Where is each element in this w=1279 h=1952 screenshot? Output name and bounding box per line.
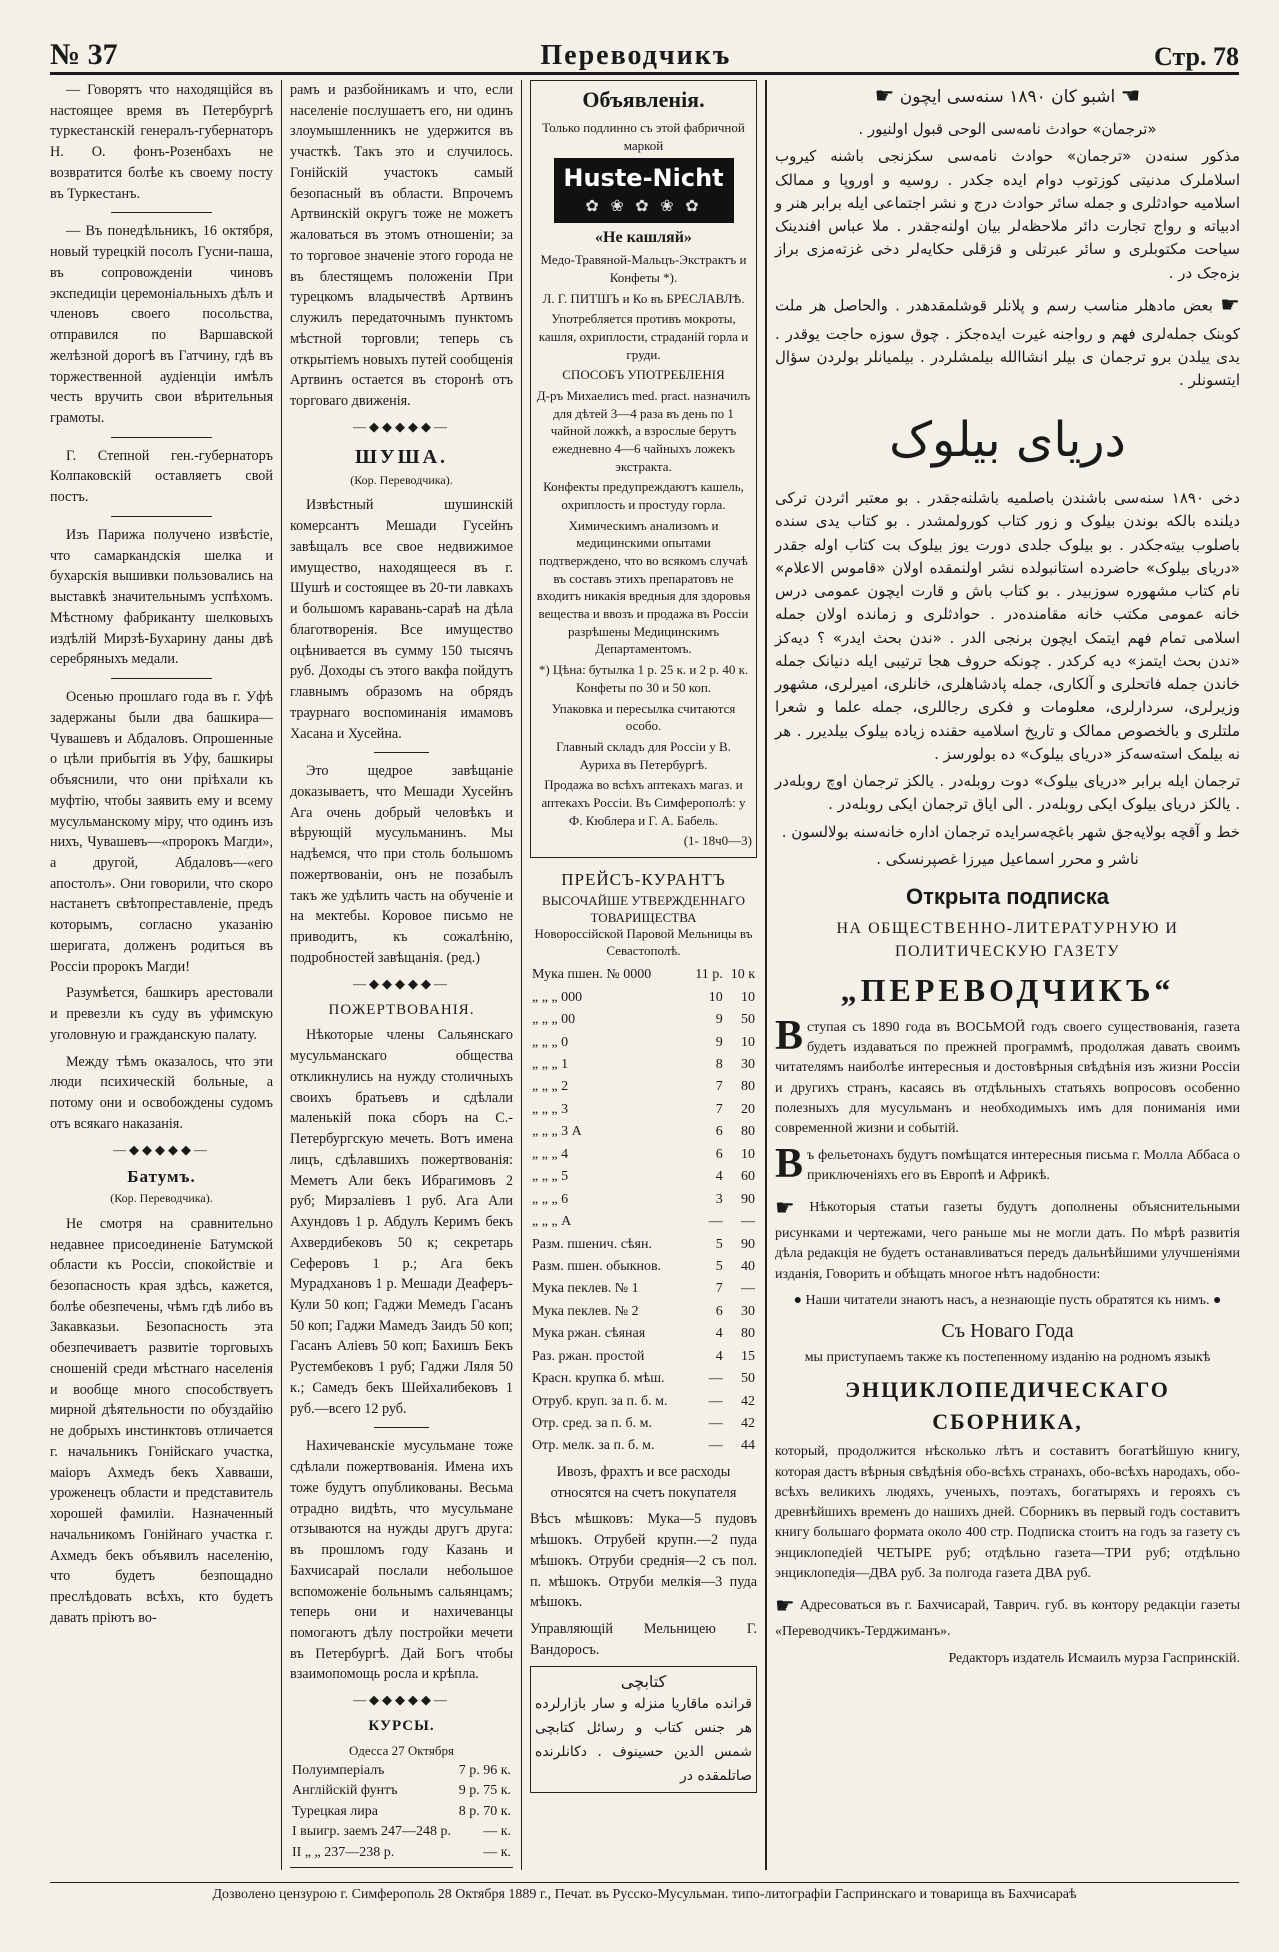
news-item: — Говорятъ что находящійся въ настоящее время въ Петербургѣ туркестанскій генералъ-губернаторъ Н. О. фонъ-Розенбахъ не возвратится болѣе къ своему посту въ Туркестанъ. bbox=[50, 82, 273, 202]
subscription-editor: Редакторъ издатель Исмаилъ мурза Гаспринскій. bbox=[948, 1650, 1240, 1666]
ad-text: Д-ръ Михаелисъ med. pract. назначилъ для дѣтей 3—4 раза въ день по 1 чайной ложкѣ, а взрослые берутъ ежедневно 4—6 чайныхъ ложекъ экстракта. bbox=[536, 388, 751, 474]
subscription-text bbox=[775, 1140, 1240, 1187]
ornament-divider: —◆◆◆◆◆— bbox=[353, 1692, 450, 1708]
table-row bbox=[530, 1076, 757, 1098]
rate-value: — к. bbox=[483, 1824, 511, 1840]
price-kop: 30 bbox=[741, 1057, 755, 1072]
article-text: Нахичеванскіе мусульмане тоже сдѣлали пожертвованія. Имена ихъ тоже будутъ опубликованы. Весьма отрадно видѣть, что мусульмане отзываются на нужды другъ друга: въ прошломъ году Казань и Бахчисарай послали небольшое вспоможеніе больнымъ сальянцамъ; теперь они и нахичеванцы помогаютъ дѣлу постройки мечети въ Петербургѣ. Дай Богъ чтобы взаимопомощь росла и крѣпла. bbox=[290, 1438, 513, 1683]
price-name: „ „ „ 6 bbox=[532, 1191, 569, 1207]
section-title-shusha: ШУША. bbox=[354, 445, 449, 468]
price-rub: 4 bbox=[715, 1348, 723, 1364]
table-row bbox=[530, 1211, 757, 1233]
subscription-heading: Открыта подписка bbox=[906, 884, 1109, 910]
price-rub: — bbox=[708, 1416, 723, 1431]
price-rub: 3 bbox=[715, 1191, 723, 1207]
table-row bbox=[290, 1843, 513, 1863]
ad-method-title: СПОСОБЪ УПОТРЕБЛЕНІЯ bbox=[562, 367, 725, 383]
price-kop: 20 bbox=[741, 1101, 755, 1117]
subscription-text bbox=[775, 1012, 1240, 1140]
table-row bbox=[530, 1256, 757, 1278]
price-kop: 90 bbox=[741, 1236, 755, 1252]
price-kop: 50 bbox=[741, 1371, 755, 1387]
table-row bbox=[530, 1166, 757, 1188]
price-rub: — bbox=[708, 1438, 723, 1454]
news-item: Изъ Парижа получено извѣстіе, что самаркандскія шелка и бухарскія вышивки пользовались на выставкѣ значительнымъ успѣхомъ. Мѣстному фабриканту шелковыхъ издѣлій Мирзѣ-Бухарину даны двѣ серебряныхъ медали. bbox=[50, 526, 273, 668]
price-rub: 11 р. bbox=[695, 967, 723, 983]
rate-value: — к. bbox=[483, 1844, 511, 1860]
ottoman-text: مذکور سنه‌دن «ترجمان» حوادث نامه‌سی سکزنجی باشنه کیروب اسلاملرک مدنیتی کوزتوب دوام ایده جکدر . روسیه و اوروپا و ممالک اسلامیه حوادثلری و جمله سائر حوادث درج و نشر اجتماعی ایله برابر هنر و ادبیاته و رواج تجارت دائر ملاحظه‌لر بیان اولنه‌جقدر . ملا عباس افندینک سیاحت مکتوبلری و سائر عبرتلی و قزقلی حکایه‌لر دخی غزته‌مزی براز بزه‌جک در . bbox=[775, 147, 1240, 282]
table-row bbox=[530, 987, 757, 1009]
price-list-title: ПРЕЙСЪ-КУРАНТЪ bbox=[561, 869, 726, 889]
ad-intro: Только подлинно съ этой фабричной маркой bbox=[542, 119, 745, 153]
encyclopedia-heading: ЭНЦИКЛОПЕДИЧЕСКАГО СБОРНИКА, bbox=[845, 1377, 1170, 1435]
divider bbox=[111, 212, 211, 213]
price-name: Отр. сред. за п. б. м. bbox=[532, 1416, 652, 1431]
ottoman-section bbox=[775, 80, 1240, 871]
price-name: „ „ „ 2 bbox=[532, 1079, 569, 1095]
section-title-batum: Батумъ. bbox=[127, 1167, 196, 1187]
news-item: Между тѣмъ оказалось, что эти люди психическій больные, а потому они и освобождены судомъ отъ всякаго наказанія. bbox=[50, 1053, 273, 1132]
bookshop-title: کتابچی bbox=[620, 1672, 667, 1692]
price-name: „ „ „ 3 bbox=[532, 1101, 569, 1117]
table-row bbox=[290, 1802, 513, 1822]
divider bbox=[374, 752, 430, 753]
section-title-rates: КУРСЫ. bbox=[368, 1718, 435, 1735]
ornament-divider: —◆◆◆◆◆— bbox=[353, 418, 450, 434]
table-row bbox=[530, 1121, 757, 1143]
rate-value: 9 р. 75 к. bbox=[458, 1783, 511, 1799]
price-kop: 15 bbox=[741, 1348, 755, 1364]
subscription-new-year: Съ Новаго Года bbox=[941, 1320, 1074, 1343]
price-rub: 9 bbox=[715, 1012, 723, 1028]
section-subtitle: (Кор. Переводчика). bbox=[110, 1191, 213, 1206]
price-rub: 6 bbox=[715, 1303, 723, 1319]
column-2 bbox=[282, 80, 522, 1870]
table-row bbox=[530, 1346, 757, 1368]
table-row bbox=[290, 1761, 513, 1781]
table-row bbox=[530, 1413, 757, 1435]
price-rub: 8 bbox=[715, 1057, 723, 1072]
section-subtitle: (Кор. Переводчика). bbox=[350, 472, 453, 487]
table-row bbox=[290, 1781, 513, 1801]
drop-cap: В bbox=[775, 1140, 804, 1187]
ottoman-title: دریای بیلوک bbox=[889, 411, 1126, 468]
ottoman-header-text: اشبو کان ۱۸۹۰ سنه‌سی ایچون bbox=[899, 87, 1116, 108]
price-kop: 80 bbox=[741, 1326, 755, 1342]
ad-text: Конфекты предупреждаютъ кашель, охриплость и простуду горла. bbox=[543, 479, 744, 513]
pointing-hand-icon: ☛ bbox=[775, 1195, 795, 1221]
price-note: Ивозъ, фрахтъ и все расходы относятся на счетъ покупателя bbox=[550, 1463, 737, 1501]
price-kop: 80 bbox=[741, 1079, 755, 1095]
table-row bbox=[530, 1234, 757, 1256]
ads-title: Объявленія. bbox=[582, 87, 705, 112]
rates-date: Одесса 27 Октября bbox=[348, 1743, 454, 1759]
issue-number: № 37 bbox=[50, 38, 118, 71]
table-row bbox=[530, 1368, 757, 1390]
columns bbox=[50, 80, 1240, 1870]
subscription-text-body: Наши читатели знаютъ насъ, а незнающіе пусть обратятся къ нимъ. bbox=[805, 1292, 1210, 1308]
price-rub: 6 bbox=[715, 1146, 723, 1162]
table-row bbox=[530, 1391, 757, 1413]
table-row bbox=[290, 1822, 513, 1842]
price-kop: 50 bbox=[741, 1012, 755, 1028]
subscription-text-body: ъ фельетонахъ будутъ помѣщатся интересныя письма г. Молла Аббаса о приключеніяхъ его въ Европѣ и Африкѣ. bbox=[807, 1147, 1240, 1183]
news-item: — Въ понедѣльникъ, 16 октября, новый турецкій посолъ Гусни-паша, въ сопровожденіи чиновъ экспедиціи церемоніальныхъ дѣлъ и членовъ своего посольства, отправился по Варшавской желѣзной дорогѣ въ Гатчину, гдѣ въ торжественной аудіенціи имѣлъ честь вручить свои вѣрительныя грамоты. bbox=[50, 223, 273, 427]
censorship-footer: Дозволено цензурою г. Симферополь 28 Октября 1889 г., Печат. въ Русско-Мусульман. типо-литографіи Гаспринскаго и товарища въ Бахчисараѣ bbox=[50, 1882, 1239, 1903]
ad-maker: Л. Г. ПИТШЪ и Ко въ БРЕСЛАВЛѢ. bbox=[542, 290, 745, 306]
brand-logo bbox=[554, 158, 734, 222]
table-row bbox=[530, 964, 757, 986]
news-item: Г. Степной ген.-губернаторъ Колпаковскій оставляетъ свой постъ. bbox=[50, 447, 273, 506]
column-3 bbox=[522, 80, 767, 1870]
price-name: Разм. пшенич. сѣян. bbox=[532, 1236, 652, 1252]
divider bbox=[111, 516, 211, 517]
price-rub: 4 bbox=[715, 1169, 723, 1185]
divider bbox=[374, 1427, 430, 1428]
price-rub: 7 bbox=[715, 1101, 723, 1117]
article-text: Не смотря на сравнительно недавнее присоединеніе Батумской области къ Россіи, спокойствіе и безопасность края здѣсь, кажется, болѣе обезпечены, чѣмъ гдѣ либо въ Закавказьи. Безопасность эта обезпечиваетъ развитіе торговыхъ сношеній среди мѣстнаго населенія и вообще много способствуетъ мирной дѣятельности по обуздайію не добрыхъ инстинктовъ отличается г. начальникъ Гонійскаго участка, маіоръ Ахмедъ бекъ Хавваши, уроженецъ области и представитель хорошей фамиліи. Назначенный начальникомъ Гонійнаго участка г. Ахмедъ бекъ объявилъ населенію, что будетъ безпощадно преслѣдовать всѣхъ, кто будетъ давать пріютъ во- bbox=[50, 1215, 273, 1626]
ottoman-text-body: بعض مادهلر مناسب رسم و پلانلر قوشلمقدهدر . والحاصل هر ملت کوبنک جمله‌لری فهم و رواجنه غیرت ایده‌جکز . چوق سوزه حاجت یوقدر . یدی ییلدن برو ترجمان ی بیلر انشاالله بیلمشلردر . بیلمیانلر بولردن سؤال ایتسونلر . bbox=[775, 296, 1240, 390]
rate-name: Полуимперіалъ bbox=[292, 1763, 385, 1779]
ad-text: Продажа во всѣхъ аптекахъ магаз. и аптекахъ Россіи. Въ Симферополѣ: у Ф. Кюблера и Г. А. Бабель. bbox=[541, 777, 746, 828]
pointing-hand-icon: ☚ bbox=[1120, 84, 1141, 109]
subscription-text bbox=[775, 1590, 1240, 1642]
price-kop: 42 bbox=[741, 1393, 755, 1409]
price-note: Вѣсъ мѣшковъ: Мука—5 пудовъ мѣшокъ. Отрубей крупн.—2 пуда мѣшокъ. Отруби среднія—2 съ пол. п. мѣшокъ. Отруби мелкія—3 пуда мѣшокъ. bbox=[530, 1511, 757, 1611]
article-text: Это щедрое завѣщаніе доказываетъ, что Мешади Хусейнъ Ага очень добрый человѣкъ и вѣрующій мусульманинъ. Мы надѣемся, что при столь большомъ пожертвованіи, онъ не позабылъ такъ же удѣлить часть на обученіе и на мектебы. Коровое письмо не приводитъ, къ сожалѣнію, подробностей завѣщанія. (ред.) bbox=[290, 763, 513, 966]
ornament-divider: —◆◆◆◆◆— bbox=[113, 1141, 210, 1157]
subscription-text: ● Наши читатели знаютъ насъ, а незнающіе пусть обратятся къ нимъ. ● bbox=[793, 1292, 1222, 1308]
price-kop: — bbox=[741, 1281, 755, 1297]
news-item: Осенью прошлаго года въ г. Уфѣ задержаны были два башкира—Чувашевъ и Абдаловъ. Опрошенные о цѣли прибытія въ Уфу, башкиры объяснили, что они пріѣхали къ муфтію, чтобы заявить ему и всему мусульманскому міру, что одинъ изъ нихъ, Чувашевъ—«пророкъ Магди», а другой, Абдаловъ—«его апостолъ». Они говорили, что скоро настанетъ свѣтопреставленіе, предъ которымъ, согласно указанію шеригата, долженъ родиться въ Россіи пророкъ Магди! bbox=[50, 689, 273, 975]
drop-cap: В bbox=[775, 1012, 804, 1059]
table-row bbox=[530, 1054, 757, 1076]
price-kop: 44 bbox=[741, 1438, 755, 1454]
table-row bbox=[530, 1189, 757, 1211]
divider bbox=[111, 437, 211, 438]
column-1 bbox=[50, 80, 282, 1870]
pointing-hand-icon: ☛ bbox=[874, 84, 895, 109]
table-row bbox=[530, 1032, 757, 1054]
ad-text: Химическимъ анализомъ и медицинскими опытами подтверждено, что во всякомъ случаѣ въ составъ этихъ препаратовъ не входитъ никакія вредныя для здоровья вещества и ввозъ и продажа въ Россіи разрѣшены Медицинскимъ Департаментомъ. bbox=[536, 517, 751, 657]
rate-name: II „ „ 237—238 р. bbox=[292, 1844, 395, 1860]
rates-table bbox=[290, 1761, 513, 1863]
column-4 bbox=[767, 80, 1240, 1870]
price-name: Раз. ржан. простой bbox=[532, 1348, 645, 1364]
price-name: „ „ „ 1 bbox=[532, 1057, 569, 1072]
price-kop: 10 bbox=[741, 1146, 755, 1162]
subscription-text: который, продолжится нѣсколько лѣтъ и составитъ богатѣйшую книгу, которая дастъ вѣрныя свѣдѣнія обо-всѣхъ странахъ, обо-всѣхъ народахъ, обо-всѣхъ великихъ людяхъ, ученыхъ, поэтахъ, богатыряхъ и герояхъ съ древнѣйшихъ временъ до нашихъ дней. Сборникъ въ первый годъ составитъ книгу большаго формата около 400 стр. Подписка стоитъ на годъ за газету съ энциклопедіей ЧЕТЫРЕ руб; отдѣльно газета—ТРИ руб; отдѣльно энциклопедія—ДВА руб. За полгода газета ДВА руб. bbox=[775, 1444, 1240, 1582]
price-name: „ „ „ 5 bbox=[532, 1169, 569, 1185]
newspaper-title: Переводчикъ bbox=[540, 40, 732, 71]
price-name: „ „ „ 000 bbox=[532, 989, 583, 1005]
price-kop: 10 к bbox=[730, 967, 755, 983]
price-rub: 9 bbox=[715, 1034, 723, 1050]
ad-text: Упаковка и пересылка считаются особо. bbox=[551, 700, 736, 734]
pointing-hand-icon: ☛ bbox=[775, 1593, 795, 1619]
price-name: Мука пшен. № 0000 bbox=[532, 967, 652, 983]
flowers-icon: ✿ ❀ ✿ ❀ ✿ bbox=[585, 195, 702, 215]
price-name: Красн. крупка б. мѣш. bbox=[532, 1371, 665, 1387]
rate-name: Турецкая лира bbox=[292, 1803, 378, 1819]
ad-code: (1- 18ч0—3) bbox=[683, 833, 752, 849]
divider bbox=[111, 678, 211, 679]
price-list-subtitle-2: Новороссійской Паровой Мельницы въ Севастополѣ. bbox=[534, 926, 753, 959]
ottoman-header bbox=[775, 80, 1240, 114]
ad-description: Медо-Травяной-Мальцъ-Экстрактъ и Конфеты *). bbox=[540, 252, 747, 286]
rate-value: 7 р. 96 к. bbox=[458, 1763, 511, 1779]
subscription-notice bbox=[775, 881, 1240, 1669]
bookshop-text: قرانده ماقاریا منزله و سار بازارلرده هر جنس کتاب و رسائل کتابچی شمس الدین حسینوف . دکانلرنده صاتلمقده در bbox=[535, 1696, 752, 1784]
rate-value: 8 р. 70 к. bbox=[458, 1803, 511, 1819]
price-kop: 90 bbox=[741, 1191, 755, 1207]
brand-name: «Не кашляй» bbox=[595, 228, 692, 246]
editor-label bbox=[290, 1867, 513, 1870]
subscription-text-body: ступая съ 1890 года въ ВОСЬМОЙ годъ своего существованія, газета будетъ издаваться по прежней программѣ, продолжая давать своимъ читателямъ наиболѣе интересныя и достовѣрныя свѣдѣнія изъ жизни Россіи и другихъ странъ, касаясь въ отдѣльныхъ статьяхъ вопросовъ особенно полезныхъ для мусульманъ и необходимыхъ имъ для пониманія ими современной жизни и событій. bbox=[775, 1019, 1240, 1137]
price-kop: 80 bbox=[741, 1124, 755, 1140]
price-name: „ „ „ А bbox=[532, 1214, 572, 1230]
price-rub: — bbox=[708, 1371, 723, 1387]
price-name: „ „ „ 4 bbox=[532, 1146, 569, 1162]
rate-name: Англійскій фунтъ bbox=[292, 1783, 398, 1799]
price-note: Управляющій Мельницею Г. Вандоросъ. bbox=[530, 1621, 757, 1658]
price-name: „ „ „ 00 bbox=[532, 1012, 576, 1028]
ad-text: Главный складъ для Россіи у В. Ауриха въ Петербургѣ. bbox=[556, 738, 731, 772]
price-kop: 40 bbox=[741, 1258, 755, 1274]
article-text: Извѣстный шушинскій комерсантъ Мешади Гусейнъ завѣщалъ все свое недвижимое имущество, находящееся въ г. Шушѣ и состоящее въ 20-ти лавкахъ и большомъ каравань-сараѣ на дѣла благотворенія. Все имущество оцѣнивается въ сумму 150 тысячъ руб. Доходы съ этого вакфа пойдутъ главнымъ образомъ на обрядъ траурнаго воспоминанія имамовъ Хасана и Хусейна. bbox=[290, 497, 513, 742]
price-name: Отр. мелк. за п. б. м. bbox=[532, 1438, 655, 1454]
page-number: Стр. 78 bbox=[1154, 42, 1239, 71]
price-rub: 5 bbox=[715, 1258, 723, 1274]
price-kop: 30 bbox=[741, 1303, 755, 1319]
pointing-hand-icon: ☛ bbox=[1220, 292, 1240, 318]
table-row bbox=[530, 1435, 757, 1457]
ottoman-signature: ناشر و محرر اسماعیل میرزا غصپرنسکی . bbox=[876, 849, 1139, 868]
price-kop: — bbox=[741, 1214, 755, 1230]
article-text: рамъ и разбойникамъ и что, если населеніе послушаетъ его, ни одинъ злоумышленникъ не удержится въ участкѣ. Такъ это и случилось. Гонійскій участокъ самый безопасный въ области. Впрочемъ Артвинскій округъ тоже не можетъ жаловаться въ этомъ отношеніи; за то торговое значеніе этого города не въ блестящемъ положеніи При турецкомъ владычествѣ Артвинъ служилъ передаточнымъ пунктомъ мѣстной торговли; теперь съ открытіемъ новыхъ путей сообщенія Артвинъ остается въ сторонѣ отъ торговаго движенія. bbox=[290, 82, 513, 410]
price-rub: 7 bbox=[715, 1281, 723, 1297]
bookshop-box bbox=[530, 1666, 757, 1793]
brand-logo-text: Huste-Nicht bbox=[563, 164, 724, 193]
ottoman-text: دخی ۱۸۹۰ سنه‌سی باشندن باصلمیه باشلنه‌جقدر . بو معتبر اثردن ترکی دیلنده بالکه بوندن بیلوک و زور کتاب کورولمشدر . بو کتاب یدی سنده باصلوب بیته‌جکدر . بو بیلوک جلدی دورت یوز بیلوک بت کتاب اوله جقدر «دریای بیلوک» حاضرده استانبولده نشر اولنمقده اولان «قاموس الاعلام» نام کتاب مشهوره سوزبیدر . بو کتاب باش و قارت ایچون عمومی درس خانه عمومی مکتب خانه مقامنده‌در . حوادثلری و زمانده اولان جمله اسلامی تمام فهم ایتمک ایچون برنجی الدر . «ندن بحث ایدر» ؟ دیه‌کز «ندن بحث ایتمز» دیه کرکدر . چونکه حروف هجا ترتیبی ایله دنیانک جمله خاندن جمله فاتحلری و آلکاری، جمله پادشاهلری، خانلری، امیرلری، مشهور وزیرلری، سردارلری، معلومات و فکری رجاللری، جمله علما و شعرا ملتلری و بالخصوص ممالک و تاریخ اسلامیه حقنده زیاده بیلوک بیلدیرر . هر نه بیلمک استه‌سه‌کز «دریای بیلوک» ده بولورسز . bbox=[775, 489, 1240, 763]
price-rub: 7 bbox=[715, 1079, 723, 1095]
price-name: Мука ржан. сѣяная bbox=[532, 1326, 646, 1342]
price-kop: 10 bbox=[741, 1034, 755, 1050]
price-kop: 60 bbox=[741, 1169, 755, 1185]
price-kop: 42 bbox=[741, 1416, 755, 1431]
subscription-subheading: НА ОБЩЕСТВЕННО-ЛИТЕРАТУРНУЮ И ПОЛИТИЧЕСКУЮ ГАЗЕТУ bbox=[836, 919, 1179, 961]
price-rub: 6 bbox=[715, 1124, 723, 1140]
ottoman-text: خط و آقچه بولایه‌جق شهر باغچه‌سرایده ترجمان اداره خانه‌سنه بولالسون . bbox=[781, 822, 1240, 841]
ottoman-text: «ترجمان» حوادث نامه‌سی الوحی قبول اولنیور . bbox=[858, 120, 1157, 139]
table-row bbox=[530, 1323, 757, 1345]
price-name: „ „ „ 0 bbox=[532, 1034, 569, 1050]
ad-text: Употребляется противъ мокроты, кашля, охриплости, страданій горла и груди. bbox=[538, 311, 749, 362]
subscription-paper-name: „ПЕРЕВОДЧИКЪ“ bbox=[840, 972, 1175, 1009]
price-name: Разм. пшен. обыкнов. bbox=[532, 1258, 662, 1274]
table-row bbox=[530, 1009, 757, 1031]
table-row bbox=[530, 1301, 757, 1323]
table-row bbox=[530, 1144, 757, 1166]
price-name: Мука пеклев. № 1 bbox=[532, 1281, 639, 1297]
price-rub: 5 bbox=[715, 1236, 723, 1252]
price-rub: — bbox=[708, 1214, 723, 1230]
ottoman-text: ترجمان ایله برابر «دریای بیلوک» دوت روبله‌در . یالکز ترجمان اوچ روبله‌در . یالکز دریای بیلوک ایکی روبله‌در . الی ایاق ترجمان ایکی روبله‌در . bbox=[775, 772, 1240, 814]
masthead bbox=[50, 24, 1239, 75]
ad-price: *) Цѣна: бутылка 1 р. 25 к. и 2 р. 40 к. Конфеты по 30 и 50 коп. bbox=[538, 662, 749, 695]
rate-name: I выигр. заемъ 247—248 р. bbox=[292, 1824, 451, 1840]
subscription-text bbox=[775, 1192, 1240, 1285]
news-item: Разумѣется, башкиръ арестовали и превезли къ суду въ уфимскую уголовную и гражданскую палату. bbox=[50, 985, 273, 1043]
section-title-donations: ПОЖЕРТВОВАНІЯ. bbox=[328, 1001, 475, 1018]
subscription-text: мы приступаемъ также къ постепенному изданію на родномъ языкѣ bbox=[804, 1350, 1211, 1366]
price-rub: 10 bbox=[708, 989, 723, 1005]
price-rub: 4 bbox=[715, 1326, 723, 1342]
price-rub: — bbox=[708, 1393, 723, 1409]
advertisement-box bbox=[530, 80, 757, 858]
price-name: „ „ „ 3 А bbox=[532, 1124, 582, 1140]
price-name: Отруб. круп. за п. б. м. bbox=[532, 1393, 668, 1409]
price-list-subtitle: ВЫСОЧАЙШЕ УТВЕРЖДЕННАГО ТОВАРИЩЕСТВА bbox=[541, 892, 745, 925]
ottoman-text bbox=[775, 289, 1240, 393]
price-kop: 10 bbox=[741, 989, 755, 1005]
ornament-divider: —◆◆◆◆◆— bbox=[353, 975, 450, 991]
table-row bbox=[530, 1099, 757, 1121]
table-row bbox=[530, 1278, 757, 1300]
subscription-text-body: Адресоваться въ г. Бахчисарай, Таврич. губ. въ контору редакціи газеты «Переводчикъ-Терджиманъ». bbox=[775, 1598, 1240, 1640]
price-table bbox=[530, 964, 757, 1458]
subscription-text-body: Нѣкоторыя статьи газеты будутъ дополнены объяснительными рисунками и чертежами, чего раньше мы не могли дать. По мѣрѣ развитія дѣла редакція не будетъ останавливаться передъ дальнѣйшими улучшеніями изданія, Говорить и обѣщать многое нѣтъ надобности: bbox=[775, 1200, 1240, 1282]
price-name: Мука пеклев. № 2 bbox=[532, 1303, 639, 1319]
article-text: Нѣкоторые члены Сальянскаго мусульманскаго общества откликнулись на нужду столичныхъ своихъ братьевъ и сдѣлали маленькій пока сборъ на С.-Петербургскую мечеть. Вотъ имена лицъ, сдѣлавшихъ пожертвованія: Меметъ Али бекъ Ибрагимовъ 2 руб; Мирзаліевъ 1 руб. Ага Али Ахундовъ 1 р. Абдулъ Керимъ бекъ Ахвердибековъ 50 к; секретарь Сеферовъ 1 р.; Ага бекъ Мурадхановъ 1 р. Мешади Деаферъ-Кули 50 коп; Гаджи Мемедъ Гасанъ 50 коп; Гаджи Мамедъ Заидъ 50 коп; Гасанъ Аліевъ 50 коп; Бахишъ Бекъ Рустембековъ 1 руб; Гаджи Ляля 50 к.; Самедъ бекъ Шейхалибековъ 1 руб.—всего 12 руб. bbox=[290, 1027, 513, 1417]
